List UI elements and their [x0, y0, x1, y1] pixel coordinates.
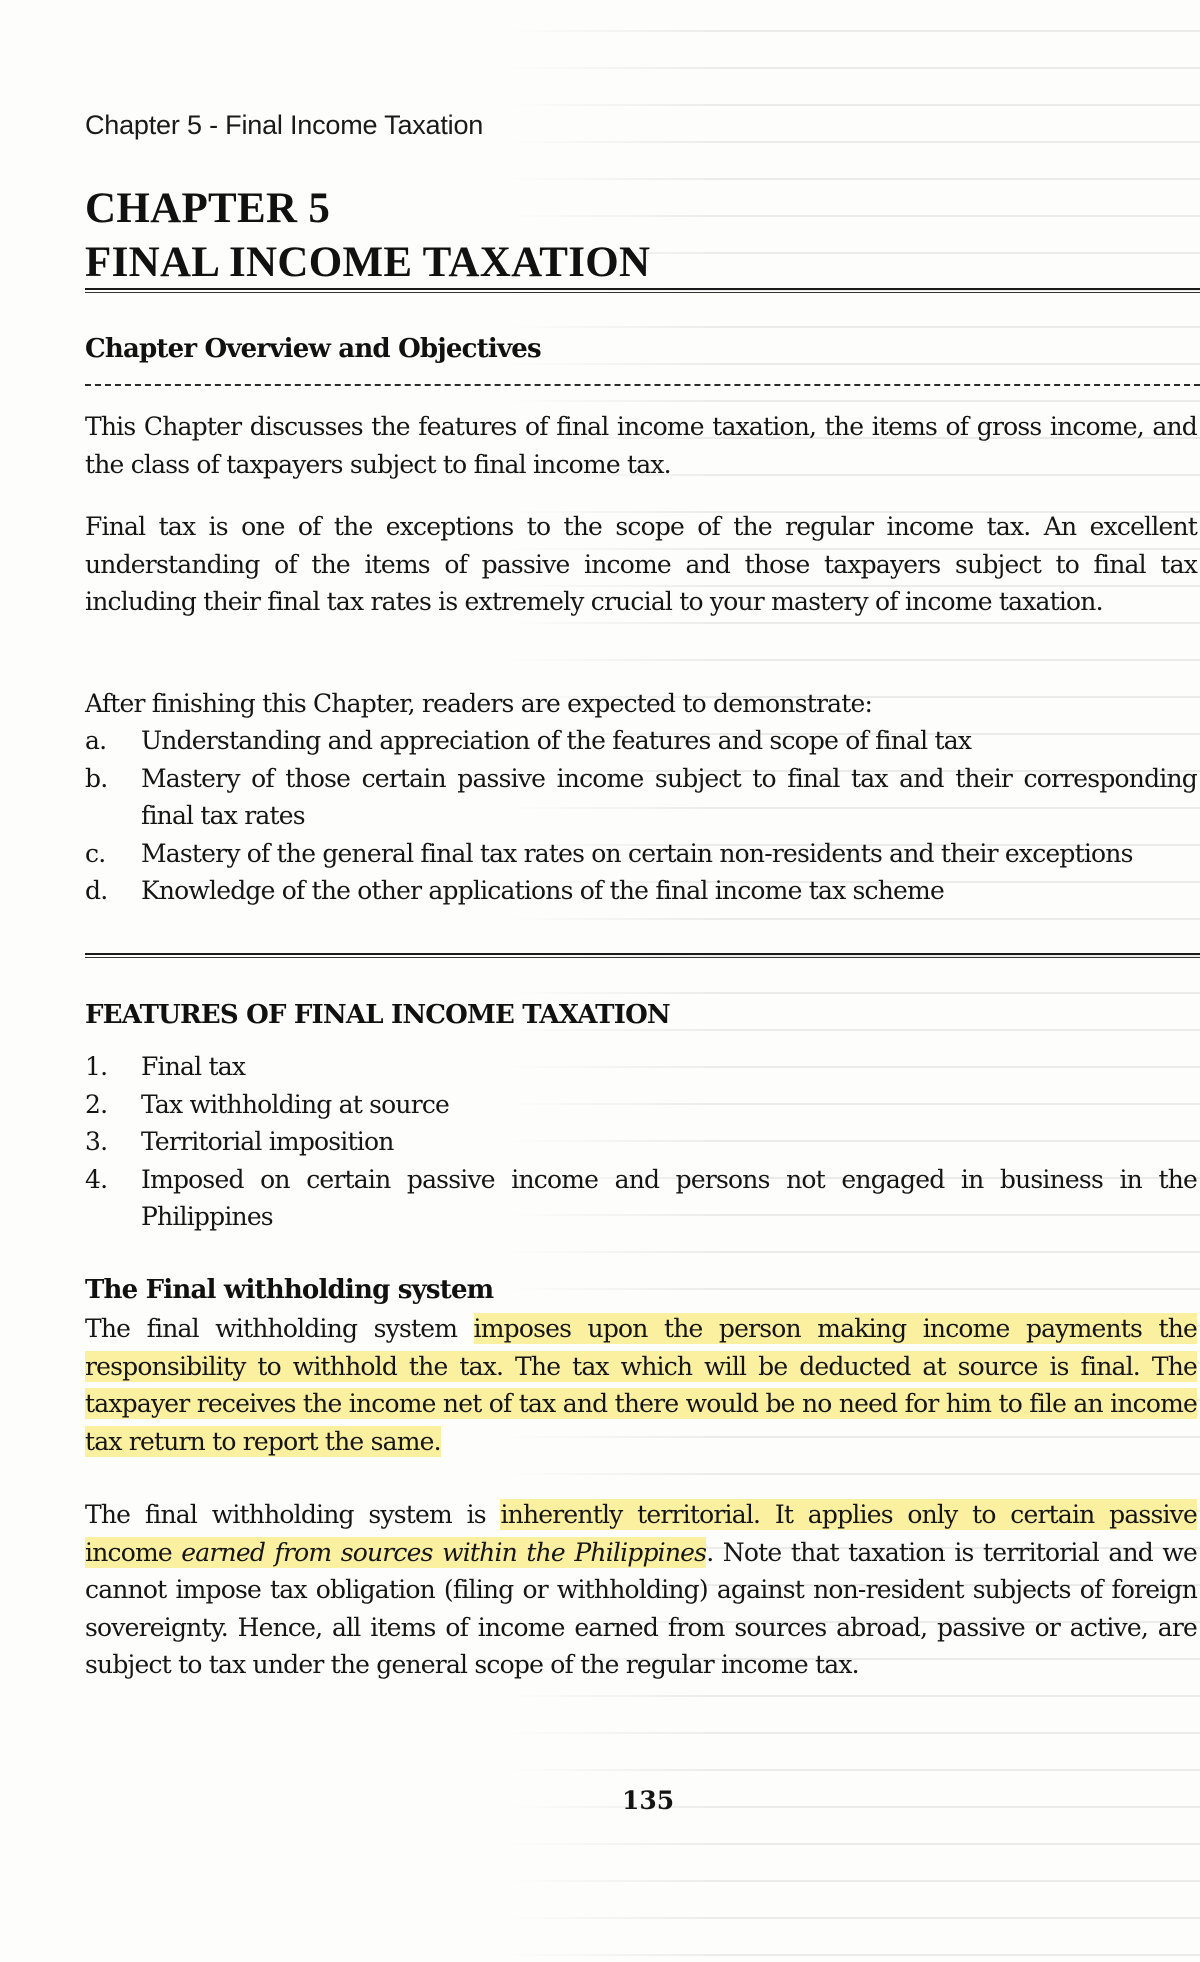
list-item-text: Mastery of the general final tax rates on certain non-residents and their exceptions [141, 838, 1133, 868]
list-item [85, 760, 1197, 835]
list-item [85, 835, 1197, 873]
objectives-rule [85, 953, 1200, 955]
overview-dotted-rule [85, 384, 1200, 386]
list-marker: a. [85, 726, 107, 755]
highlighted-italic-text: earned from sources within the Philippines [181, 1537, 707, 1567]
list-marker: 2. [85, 1089, 108, 1119]
list-item-text: Imposed on certain passive income and persons not engaged in business in the Philippines [141, 1164, 1197, 1231]
list-marker: c. [85, 838, 106, 868]
list-item [85, 872, 1197, 910]
list-item-text: Understanding and appreciation of the features and scope of final tax [141, 726, 972, 755]
objectives-list [85, 722, 1197, 910]
overview-heading: Chapter Overview and Objectives [85, 334, 541, 364]
page-number: 135 [622, 1786, 675, 1815]
withholding-paragraph-2 [85, 1496, 1197, 1684]
list-marker: 1. [85, 1052, 108, 1081]
withholding-heading: The Final withholding system [85, 1275, 494, 1305]
list-item-text: Mastery of those certain passive income subject to final tax and their corresponding final tax rates [141, 763, 1197, 830]
paragraph-text: The final withholding system is [85, 1500, 501, 1529]
chapter-label: CHAPTER 5 [85, 185, 331, 232]
list-item [85, 1123, 1197, 1161]
features-list [85, 1048, 1197, 1236]
highlighted-text: inherently territorial. It applies only to certain passive income [85, 1500, 1197, 1567]
chapter-title [85, 182, 650, 290]
highlighted-text: imposes upon the person making income payments the responsibility to withhold the tax. The tax which will be deducted at source is final. The taxpayer receives the income net of tax and there would be no need for him to file an income tax return to report the same. [85, 1314, 1197, 1456]
list-item-text: Knowledge of the other applications of the final income tax scheme [141, 876, 944, 905]
chapter-name: FINAL INCOME TAXATION [85, 239, 651, 286]
list-item-text: Tax withholding at source [141, 1089, 450, 1119]
list-item-text: Final tax [141, 1052, 246, 1081]
list-item-text: Territorial imposition [141, 1127, 394, 1156]
features-heading: FEATURES OF FINAL INCOME TAXATION [85, 1000, 670, 1030]
list-item [85, 722, 1197, 760]
list-marker: d. [85, 876, 108, 905]
list-item [85, 1086, 1197, 1124]
title-rule [85, 288, 1200, 290]
running-head: Chapter 5 - Final Income Taxation [85, 110, 484, 140]
list-marker: b. [85, 763, 108, 793]
list-marker: 4. [85, 1164, 108, 1194]
list-marker: 3. [85, 1127, 108, 1156]
list-item [85, 1048, 1197, 1086]
paragraph-text: The final withholding system [85, 1314, 474, 1343]
overview-paragraph-2: Final tax is one of the exceptions to the scope of the regular income tax. An excellent understanding of the items of passive income and those taxpayers subject to final tax including their final tax rates is extremely crucial to your mastery of income taxation. [85, 512, 1197, 616]
withholding-paragraph-1 [85, 1310, 1197, 1460]
paragraph-text: . Note that taxation is territorial and we cannot impose tax obligation (filing or withholding) against non-resident subjects of foreign sovereignty. Hence, all items of income earned from sources abroad, passive or active, are subject to tax under the general scope of the regular income tax. [85, 1537, 1197, 1679]
overview-paragraph-1: This Chapter discusses the features of final income taxation, the items of gross income, and the class of taxpayers subject to final income tax. [85, 412, 1197, 479]
overview-paragraph-3: After finishing this Chapter, readers are expected to demonstrate: [85, 689, 873, 718]
list-item [85, 1161, 1197, 1236]
